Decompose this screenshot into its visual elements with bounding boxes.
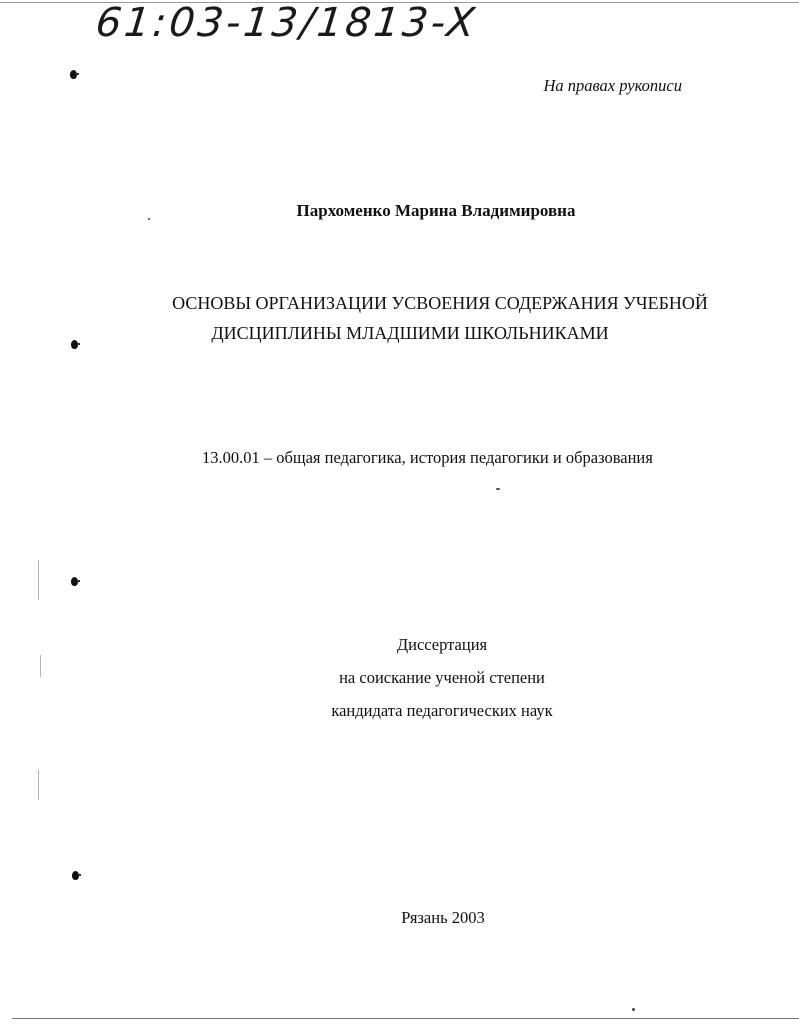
binding-hole-icon (71, 577, 78, 586)
title-line-1: ОСНОВЫ ОРГАНИЗАЦИИ УСВОЕНИЯ СОДЕРЖАНИЯ УЧЕБНОЙ (172, 293, 708, 313)
bottom-edge-line (12, 1018, 799, 1019)
title-line-2: ДИСЦИПЛИНЫ МЛАДШИМИ ШКОЛЬНИКАМИ (211, 323, 609, 343)
binding-hole-icon (72, 871, 79, 880)
binding-hole-icon (71, 340, 78, 349)
scan-speck (496, 488, 500, 490)
degree-line-3: кандидата педагогических наук (331, 701, 553, 720)
degree-line-2: на соискание ученой степени (339, 668, 545, 687)
scan-margin-mark (38, 770, 39, 800)
scan-speck (148, 218, 150, 220)
manuscript-rights-note: На правах рукописи (543, 76, 682, 95)
scan-margin-mark (38, 560, 39, 600)
specialty-code: 13.00.01 – общая педагогика, история педагогики и образования (202, 448, 653, 467)
author-name: Пархоменко Марина Владимировна (296, 201, 576, 220)
degree-statement (0, 628, 799, 727)
binding-hole-icon (70, 70, 77, 79)
scan-margin-mark (40, 655, 41, 677)
scan-speck (632, 1008, 635, 1011)
city-and-year: Рязань 2003 (401, 908, 485, 927)
dissertation-title (0, 288, 799, 348)
degree-line-1: Диссертация (396, 635, 488, 654)
library-stamp-number: 61:03-13/1813-X (93, 0, 480, 46)
